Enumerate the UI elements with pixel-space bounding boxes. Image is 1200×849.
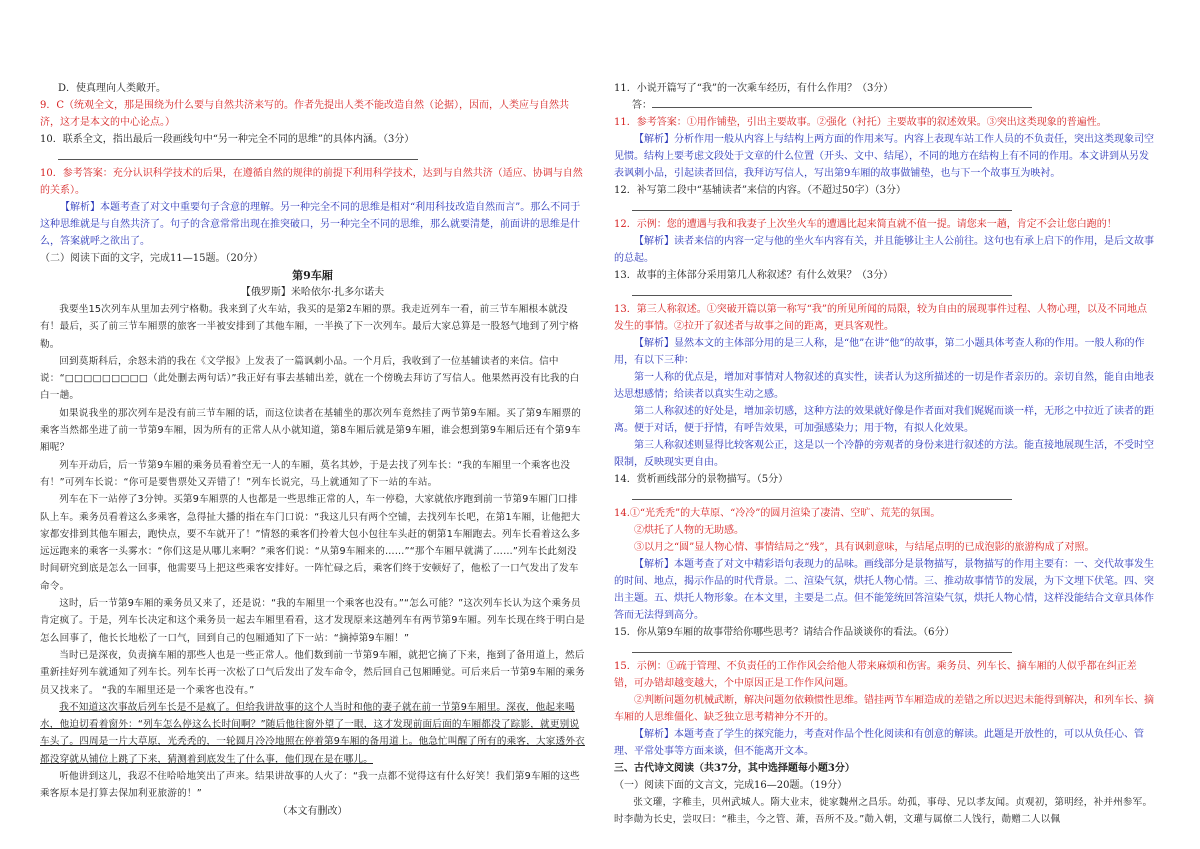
answer-15-point: ②判断问题勿机械武断，解决问题勿依赖惯性思维。错挂两节车厢造成的差错之所以迟迟未能得到解决，和列车长、摘车厢的人思维僵化、缺乏独立思考精神分不开的。 bbox=[614, 695, 1154, 723]
story-paragraph-underlined: 我不知道这次事故后列车长是不是疯了。但给我讲故事的这个人当时和他的妻子就在前一节第9车厢里。深夜，他起来喝水，他迫切看着窗外：“列车怎么停这么长时间啊？”随后他往窗外望了一眼，这才发现前面后面的车厢都没了踪影，就更别说车头了。四周是一片大草原，光秃秃的，一轮圆月冷冷地照在停着第9车厢的备用道上。他急忙叫醒了所有的乘客，大家透外衣都没穿就从铺位上跳了下来，猜测着到底发生了什么事，他们现在是在哪儿。 bbox=[40, 701, 585, 765]
story-paragraph: 如果说我坐的那次列车是没有前三节车厢的话，而这位读者在基辅坐的那次列车竟然挂了两节第9车厢。买了第9车厢票的乘客当然都坐进了前一节第9车厢，因为所有的正常人从小就知道，第8车厢后就是第9车厢，谁会想到第9车厢后还有个第9车厢呢？ bbox=[40, 407, 582, 454]
story-paragraph: 听他讲到这儿，我忍不住哈哈地笑出了声来。结果讲故事的人火了：“我一点都不觉得这有什么好笑！我们第9车厢的这些乘客原本是打算去保加利亚旅游的！” bbox=[40, 771, 580, 800]
story-paragraph: 列车在下一站停了3分钟。买第9车厢票的人也都是一些思维正常的人，车一停稳，大家就依序跑到前一节第9车厢门口排队上车。乘务员看着这么多乘客，急得扯大播的指在车门口说：“我这儿只有两个空铺，去找列车长吧，在第1车厢，让他把大家都安排到其他车厢去，跑快点，要不车就开了！”情怒的乘客们拎着大包小包往车头赶的朝第1车厢跑去。列车长看着这么多远远跑来的乘客一头雾水：“你们这是从哪儿来啊？”乘客们说：“从第9车厢来的……”“那个车厢早就满了……”列车长此刻没时间研究到底是怎么一回事，他需要马上把这些乘客安排好。一阵忙碌之后，乘客们终于安顿好了，他松了一口气发出了发车命令。 bbox=[40, 494, 581, 592]
answer-14: 14.①“光秃秃”的大草原、“冷冷”的圆月渲染了凄清、空旷、荒芜的氛围。 bbox=[614, 508, 941, 519]
answer-label bbox=[614, 97, 1154, 114]
answer-13: 13．第三人称叙述。①突破开篇以第一称写“我”的所见所闻的局限，较为自由的展现事件过程、人物心理，以及不同地点发生的事情。②拉开了叙述者与故事之间的距离，更具客观性。 bbox=[614, 304, 1147, 332]
answer-label-text: 答： bbox=[632, 100, 652, 111]
section-2-heading: （二）阅读下面的文字，完成11—15题。（20分） bbox=[40, 253, 264, 264]
story-author: 【俄罗斯】米哈依尔·扎多尔诺夫 bbox=[240, 287, 385, 298]
answer-line bbox=[652, 97, 1032, 108]
answer-11: 11．参考答案：①用作铺垫，引出主要故事。②强化（衬托）主要故事的叙述效果。③突出这类现象的普遍性。 bbox=[614, 117, 1107, 128]
answer-12: 12．示例：您的遭遇与我和我妻子上次坐火车的遭遇比起来简直就不值一提。请您来一趟，肯定不会让您白跑的！ bbox=[614, 219, 1117, 230]
story-paragraph: 回到莫斯科后，余怒未消的我在《文学报》上发表了一篇讽刺小品。一个月后，我收到了一位基辅读者的来信。信中说：“□□□□□□□□□（此处删去两句话）”我正好有事去基辅出差，就在一个傍晚去拜访了写信人。他果然再没有比我的白白一趟。 bbox=[40, 355, 580, 402]
story-title: 第9车厢 bbox=[292, 269, 333, 282]
option-d: D．使真理向人类敞开。 bbox=[58, 83, 167, 94]
question-12: 12．补写第二段中“基辅读者”来信的内容。（不超过50字）（3分） bbox=[614, 185, 907, 196]
question-15: 15．你从第9车厢的故事带给你哪些思考？请结合作品谈谈你的看法。（6分） bbox=[614, 627, 955, 638]
question-10: 10．联系全文，指出最后一段画线句中“另一种完全不同的思维”的具体内涵。（3分） bbox=[40, 134, 415, 145]
question-14: 14．赏析画线部分的景物描写。（5分） bbox=[614, 474, 789, 485]
answer-15: 15．示例：①疏于管理、不负责任的工作作风会给他人带来麻烦和伤害。乘务员、列车长、摘车厢的人似乎都在纠正差错，可办错却越变越大，个中原因正是工作作风问题。 bbox=[614, 661, 1137, 689]
section-3-heading: 三、古代诗文阅读（共37分，其中选择题每小题3分） bbox=[614, 763, 855, 774]
answer-line bbox=[632, 284, 1012, 296]
story-paragraph: 当时已是深夜，负责摘车厢的那些人也是一些正常人。他们数到前一节第9车厢，就把它摘了下来，拖到了备用道上，然后重新挂好列车就通知了列车长。列车长再一次松了口气后发出了发车命令，然后回自己包厢睡觉。可后来后一节第9车厢的乘务员又找来了。 “我的车厢里还是一个乘客也没有。” bbox=[40, 649, 585, 696]
question-11: 11．小说开篇写了“我”的一次乘车经历，有什么作用？（3分） bbox=[614, 83, 894, 94]
classical-text: 张文瓘，字稚圭，贝州武城人。隋大业末，徙家魏州之昌乐。幼孤，事母、兄以孝友闻。贞观初，第明经，补并州参军。时李勣为长史，尝叹曰：“稚圭，今之管、萧，吾所不及。”勣入朝，文瓘与属僚二人饯行，勣赠二人以佩 bbox=[614, 797, 1153, 826]
answer-14-point: ②烘托了人物的无助感。 bbox=[634, 525, 744, 536]
analysis-12: 【解析】读者来信的内容一定与他的坐火车内容有关，并且能够让主人公前往。这句也有承上启下的作用，是后文故事的总起。 bbox=[614, 236, 1154, 264]
analysis-11: 【解析】分析作用一般从内容上与结构上两方面的作用来写。内容上表现车站工作人员的不负责任，突出这类现象司空见惯。结构上要考虑文段处于文章的什么位置（开头、文中、结尾），不同的地方在结构上有不同的作用。本文讲到从另发表讽刺小品，引起读者回信，我拜访写信人，写出第9车厢的故事做铺垫，也与下一个故事互为映衬。 bbox=[614, 134, 1154, 179]
right-column bbox=[614, 80, 1154, 829]
answer-line bbox=[58, 148, 418, 160]
story-paragraph: 我要坐15次列车从里加去列宁格勒。我来到了火车站，我买的是第2车厢的票。我走近列车一看，前三节车厢根本就没有！最后，买了前三节车厢票的旅客一半被安排到了其他车厢，一半换了下一次列车。最后大家总算是一股怒气地到了列宁格勒。 bbox=[40, 304, 579, 350]
section-3-1-heading: （一）阅读下面的文言文，完成16—20题。（19分） bbox=[614, 780, 848, 791]
story-source-note: （本文有删改） bbox=[277, 805, 348, 817]
analysis-13: 【解析】显然本文的主体部分用的是三人称，是“他”在讲“他”的故事，第二小题具体考查人称的作用。一般人称的作用，有以下三种： bbox=[614, 338, 1145, 366]
answer-line bbox=[632, 641, 1012, 653]
analysis-15: 【解析】本题考查了学生的探究能力，考查对作品个性化阅读和有创意的解读。此题是开放性的，可以从负任心、管理、平常处事等方面来谈，但不能离开文本。 bbox=[614, 729, 1144, 757]
analysis-10: 【解析】本题考查了对文中重要句子含意的理解。另一种完全不同的思维是相对“利用科技改造自然而言”。那么不同于这种思维就是与自然共济了。句子的含意常常出现在推突破口，另一种完全不同的思维，那么就要清楚，前面讲的思维是什么，答案就呼之欲出了。 bbox=[40, 202, 581, 247]
answer-line bbox=[632, 199, 1012, 211]
question-13: 13．故事的主体部分采用第几人称叙述？有什么效果？（3分） bbox=[614, 270, 894, 281]
answer-14-point: ③以月之“圆”显人物心情、事情结局之“残”，具有讽刺意味，与结尾点明的已成泡影的旅游构成了对照。 bbox=[634, 542, 1095, 553]
answer-9: 9．C（统观全文，那是围绕为什么要与自然共济来写的。作者先提出人类不能改造自然（论据），因而，人类应与自然共济，这才是本文的中心论点。） bbox=[40, 100, 570, 128]
story-paragraph: 列车开动后，后一节第9车厢的乘务员看着空无一人的车厢，莫名其妙，于是去找了列车长：“我的车厢里一个乘客也没有！”可列车长说：“你可是要售票处又弄错了！”列车长说完，马上就通知了下一站的车站。 bbox=[40, 459, 571, 488]
analysis-13-first-person: 第一人称的优点是，增加对事情对人物叙述的真实性，读者认为这所描述的一切是作者亲历的。亲切自然，能自由地表达思想感情；给读者以真实生动之感。 bbox=[614, 372, 1154, 400]
answer-10: 10．参考答案：充分认识科学技术的后果，在遵循自然的规律的前提下利用科学技术，达到与自然共济（适应、协调与自然的关系）。 bbox=[40, 168, 583, 196]
analysis-14: 【解析】本题考查了对文中精彩语句表现力的品味。画线部分是景物描写，景物描写的作用主要有：一、交代故事发生的时间、地点，揭示作品的时代背景。二、渲染气氛，烘托人物心情。三、推动故事情节的发展，为下文埋下伏笔。四、突出主题。五、烘托人物形象。在本文里，主要是二点。但不能笼统回答渲染气氛，烘托人物心情，这样没能结合文章具体作答而无法得到高分。 bbox=[614, 559, 1154, 621]
story-paragraph: 这时，后一节第9车厢的乘务员又来了，还是说：“我的车厢里一个乘客也没有。”“怎么可能？”这次列车长认为这个乘务员肯定疯了。于是，列车长决定和这个乘务员一起去车厢里看看，这才发现原来这趟列车有两节第9车厢。列车长现在终于明白是怎么回事了，他长长地松了一口气，回到自己的包厢通知了下一站：“摘掉第9车厢！” bbox=[40, 598, 585, 644]
left-column bbox=[40, 80, 585, 820]
analysis-13-second-person: 第二人称叙述的好处是，增加亲切感，这种方法的效果就好像是作者面对我们娓娓而谈一样，无形之中拉近了读者的距离。便于对话，便于抒情，有呼告效果，可加强感染力；用于物，有拟人化效果。 bbox=[614, 406, 1154, 434]
answer-line bbox=[632, 488, 1012, 500]
analysis-13-third-person: 第三人称叙述则显得比较客观公正，这是以一个冷静的旁观者的身份来进行叙述的方法。能直接地展现生活，不受时空限制，反映现实更自由。 bbox=[614, 440, 1154, 468]
